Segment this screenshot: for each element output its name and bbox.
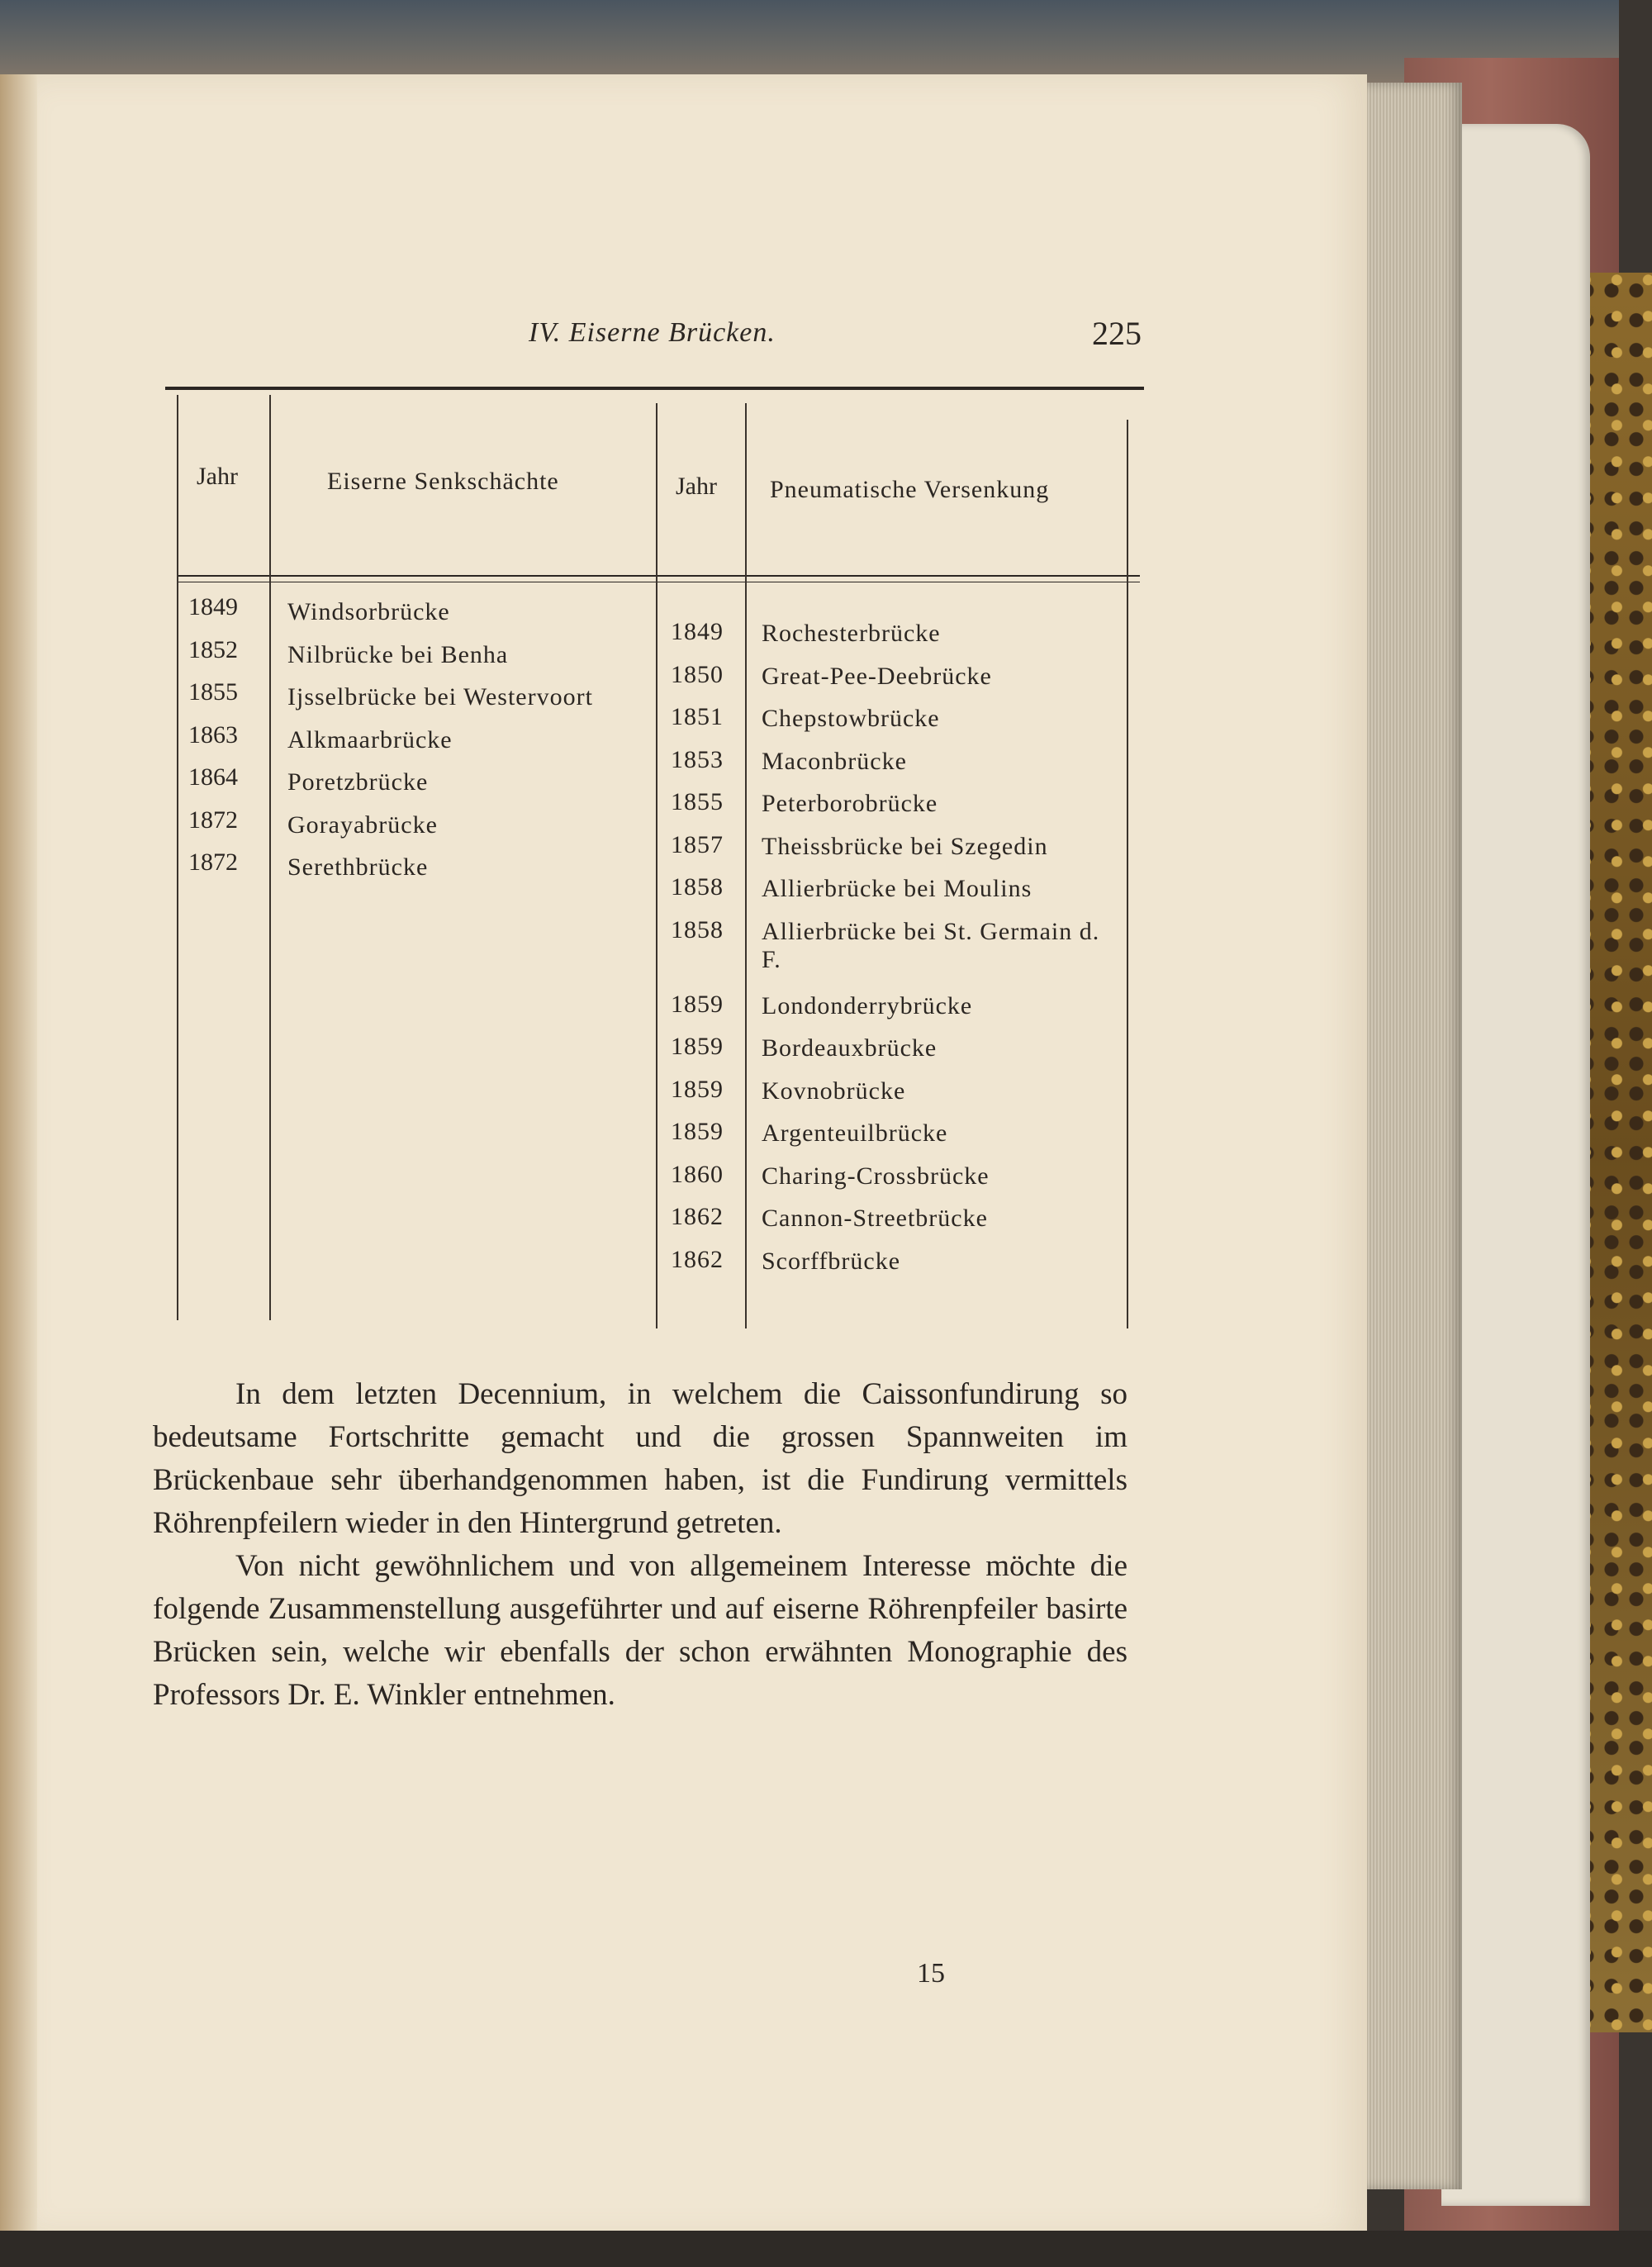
left-name-column xyxy=(287,598,593,896)
right-year-column xyxy=(671,618,724,1288)
running-head: IV. Eiserne Brücken. xyxy=(529,317,776,348)
left-page-edge xyxy=(0,74,37,2267)
table-cell-bridge: Kovnobrücke xyxy=(762,1076,906,1105)
header-year-right: Jahr xyxy=(676,473,717,500)
table-cell-year: 1863 xyxy=(188,720,238,749)
table-cell-year: 1853 xyxy=(671,745,724,773)
table-cell-bridge: Nilbrücke bei Benha xyxy=(287,640,509,668)
table-cell-bridge: Serethbrücke xyxy=(287,853,429,881)
body-paragraph-2: Von nicht gewöhnlichem und von allgemeinem Interesse möchte die folgende Zusammenstellung ausgeführter und auf eiserne Röhrenpfeiler basirte Brücken sein, welche wir ebenfalls der schon erwähnten Monographie des Professors Dr. E. Winkler entnehmen. xyxy=(153,1549,1127,1712)
table-header-rule xyxy=(177,575,1140,577)
header-pneumatische-versenkung: Pneumatische Versenkung xyxy=(770,476,1050,503)
table-cell-year: 1850 xyxy=(671,660,724,688)
table-cell-year: 1849 xyxy=(671,618,724,645)
table-cell-year: 1872 xyxy=(188,848,238,876)
table-cell-bridge: Charing-Crossbrücke xyxy=(762,1162,990,1190)
header-year-left: Jahr xyxy=(197,463,238,490)
table-cell-year: 1858 xyxy=(671,915,724,943)
table-cell-year: 1859 xyxy=(671,1118,724,1145)
table-cell-year: 1860 xyxy=(671,1160,724,1188)
table-cell-bridge: Ijsselbrücke bei Westervoort xyxy=(287,683,593,711)
table-cell-year: 1864 xyxy=(188,763,238,791)
table-cell-year: 1858 xyxy=(671,873,724,901)
table-divider-1 xyxy=(269,395,271,1320)
table-cell-bridge: Rochesterbrücke xyxy=(762,620,941,647)
table-cell-year: 1862 xyxy=(671,1203,724,1230)
table-cell-bridge: Argenteuilbrücke xyxy=(762,1119,948,1147)
table-cell-bridge: Poretzbrücke xyxy=(287,768,429,796)
table-cell-bridge: Allierbrücke bei Moulins xyxy=(762,875,1032,902)
left-year-column xyxy=(188,593,238,891)
body-paragraph-1: In dem letzten Decennium, in welchem die Caissonfundirung so bedeutsame Fortschritte gemacht und die grossen Spannweiten im Brückenbaue sehr überhandgenommen haben, ist die Fundirung vermittels Röhrenpfeilern wieder in den Hintergrund getreten. xyxy=(153,1377,1127,1540)
table-divider-2 xyxy=(656,403,657,1328)
bridge-table xyxy=(165,387,1144,1328)
table-cell-bridge: Chepstowbrücke xyxy=(762,705,940,732)
table-cell-year: 1849 xyxy=(188,593,238,620)
table-cell-bridge: Bordeauxbrücke xyxy=(762,1034,938,1062)
table-cell-year: 1855 xyxy=(188,678,238,706)
header-eiserne-senkschaechte: Eiserne Senkschächte xyxy=(327,468,559,495)
bottom-background xyxy=(0,2231,1652,2267)
table-cell-bridge: Cannon-Streetbrücke xyxy=(762,1205,988,1232)
table-cell-bridge: Alkmaarbrücke xyxy=(287,725,453,753)
page-number: 225 xyxy=(1092,315,1142,352)
table-cell-bridge: Maconbrücke xyxy=(762,747,907,775)
table-cell-year: 1855 xyxy=(671,788,724,815)
table-cell-bridge: Windsorbrücke xyxy=(287,598,450,625)
table-cell-bridge: Theissbrücke bei Szegedin xyxy=(762,832,1048,860)
signature-number: 15 xyxy=(917,1958,945,1989)
table-divider-3 xyxy=(745,403,747,1328)
table-cell-year: 1859 xyxy=(671,1033,724,1060)
table-cell-year: 1851 xyxy=(671,703,724,730)
table-cell-year: 1857 xyxy=(671,830,724,858)
table-border-left xyxy=(177,395,178,1320)
table-cell-year: 1862 xyxy=(671,1245,724,1273)
table-cell-year: 1852 xyxy=(188,635,238,663)
page-corner xyxy=(1441,124,1590,2206)
table-cell-bridge: Scorffbrücke xyxy=(762,1247,901,1275)
table-top-rule xyxy=(165,387,1144,390)
right-name-column xyxy=(762,620,1108,1290)
table-cell-year: 1859 xyxy=(671,990,724,1018)
table-cell-year: 1859 xyxy=(671,1075,724,1103)
table-cell-bridge: Allierbrücke bei St. Germain d. F. xyxy=(762,917,1100,973)
table-cell-bridge: Gorayabrücke xyxy=(287,810,438,839)
table-border-right xyxy=(1127,420,1128,1328)
table-cell-bridge: Great-Pee-Deebrücke xyxy=(762,662,992,690)
table-cell-bridge: Peterborobrücke xyxy=(762,790,938,817)
table-cell-year: 1872 xyxy=(188,806,238,834)
table-cell-bridge: Londonderrybrücke xyxy=(762,991,973,1019)
